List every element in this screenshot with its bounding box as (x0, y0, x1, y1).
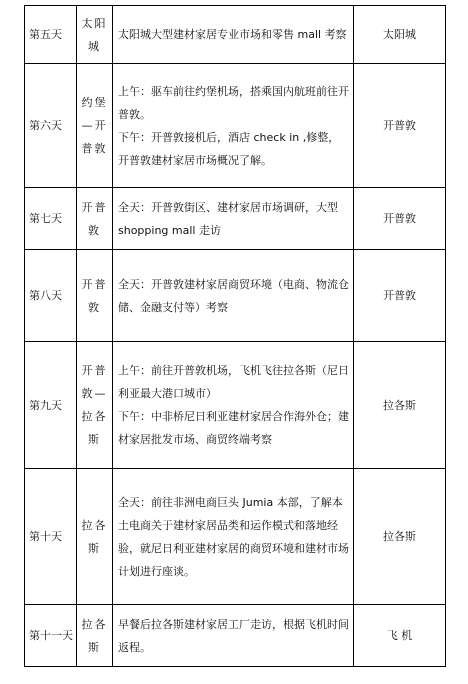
activity-line: 全天：前往非洲电商巨头 Jumia 本部，了解本土电商关于建材家居品类和运作模式和落地经验，就尼日利亚建材家居的商贸环境和建材市场计划进行座谈。 (118, 495, 349, 578)
table-row (25, 250, 446, 342)
table-row (25, 605, 446, 667)
city-cell: 开普敦 (77, 188, 113, 250)
city-cell: 开普敦—拉各斯 (77, 342, 113, 469)
table-row (25, 469, 446, 605)
location-cell: 开普敦 (354, 188, 446, 250)
activity-cell (113, 605, 354, 667)
activity-line: 上午：驱车前往约堡机场，搭乘国内航班前往开普敦。 (118, 84, 349, 121)
table-row (25, 188, 446, 250)
city-cell: 拉各斯 (77, 605, 113, 667)
activity-line: 太阳城大型建材家居专业市场和零售 mall 考察 (118, 28, 347, 41)
day-cell: 第十一天 (25, 605, 77, 667)
location-cell: 太阳城 (354, 6, 446, 64)
location-cell: 拉各斯 (354, 469, 446, 605)
day-cell: 第九天 (25, 342, 77, 469)
day-cell: 第十天 (25, 469, 77, 605)
activity-line: 早餐后拉各斯建材家居工厂走访，根据飞机时间返程。 (118, 617, 349, 654)
activity-line: 上午：前往开普敦机场，飞机飞往拉各斯（尼日利亚最大港口城市） (118, 364, 349, 400)
day-cell: 第七天 (25, 188, 77, 250)
activity-cell (113, 250, 354, 342)
activity-cell (113, 342, 354, 469)
activity-cell (113, 188, 354, 250)
activity-line: 下午：开普敦接机后，酒店 check in ,修整，开普敦建材家居市场概况了解。 (118, 130, 340, 167)
activity-line: 全天：开普敦街区、建材家居市场调研，大型 shopping mall 走访 (118, 200, 338, 237)
table-row (25, 64, 446, 188)
location-cell: 拉各斯 (354, 342, 446, 469)
city-cell: 拉各斯 (77, 469, 113, 605)
activity-line: 全天：开普敦建材家居商贸环境（电商、物流仓储、金融支付等）考察 (118, 277, 349, 314)
itinerary-table (24, 5, 446, 667)
activity-cell (113, 6, 354, 64)
location-cell: 开普敦 (354, 64, 446, 188)
city-cell: 太阳城 (77, 6, 113, 64)
table-row (25, 6, 446, 64)
day-cell: 第五天 (25, 6, 77, 64)
activity-cell (113, 64, 354, 188)
activity-line: 下午：中非桥尼日利亚建材家居合作海外仓；建材家居批发市场、商贸终端考察 (118, 410, 349, 446)
location-cell: 开普敦 (354, 250, 446, 342)
day-cell: 第八天 (25, 250, 77, 342)
activity-cell (113, 469, 354, 605)
city-cell: 开普敦 (77, 250, 113, 342)
table-row (25, 342, 446, 469)
city-cell: 约堡—开普敦 (77, 64, 113, 188)
location-cell: 飞 机 (354, 605, 446, 667)
day-cell: 第六天 (25, 64, 77, 188)
